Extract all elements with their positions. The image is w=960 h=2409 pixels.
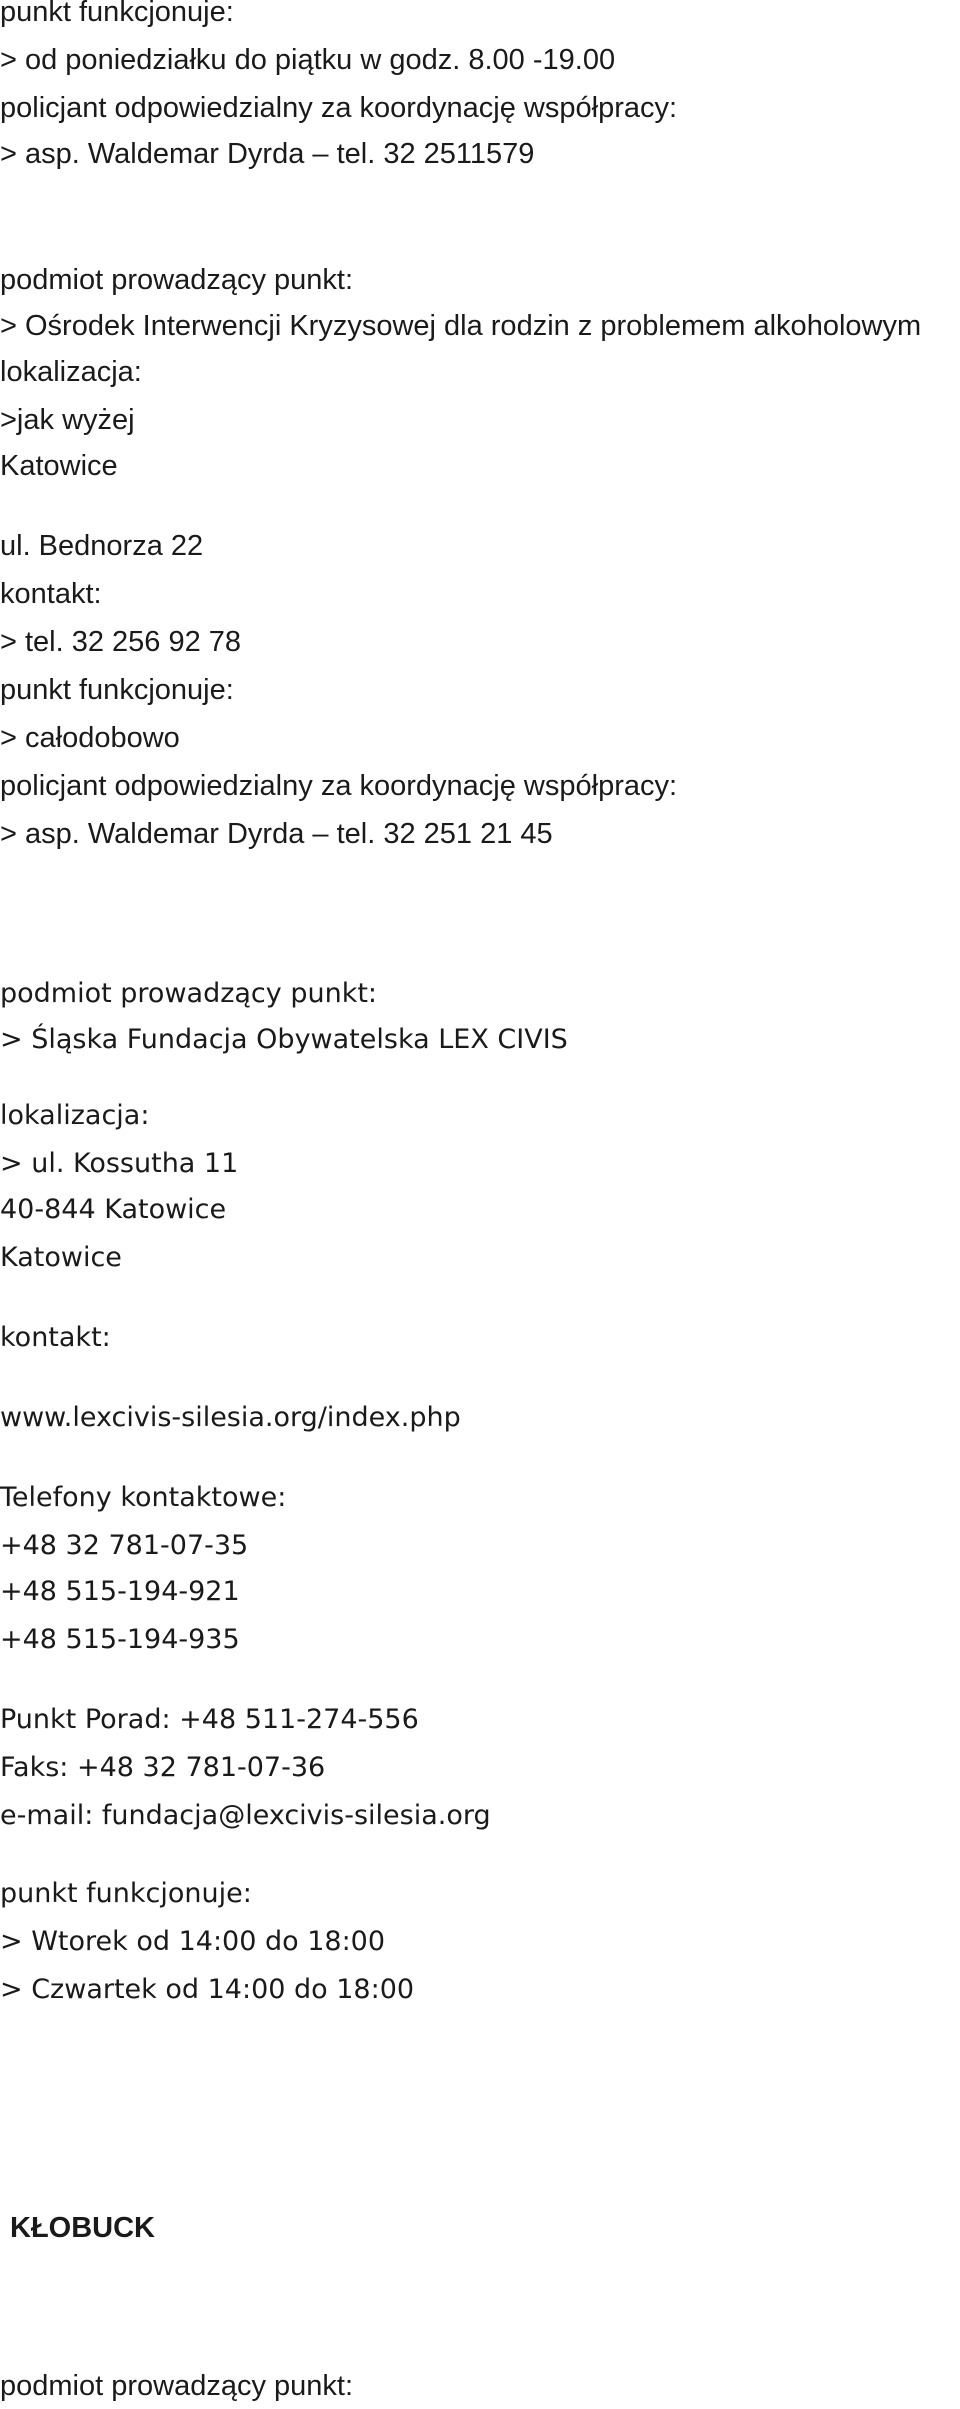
- hours-thursday: > Czwartek od 14:00 do 18:00: [0, 1974, 415, 2005]
- hours-tuesday: > Wtorek od 14:00 do 18:00: [0, 1926, 386, 1957]
- fax: Faks: +48 32 781-07-36: [0, 1752, 326, 1783]
- phone-3: +48 515-194-935: [0, 1624, 240, 1655]
- operator-value: > Śląska Fundacja Obywatelska LEX CIVIS: [0, 1024, 568, 1055]
- phone-1: +48 32 781-07-35: [0, 1530, 249, 1561]
- contact-phone: > tel. 32 256 92 78: [0, 626, 242, 658]
- location-value: >jak wyżej: [0, 404, 135, 436]
- hours-label: punkt funkcjonuje:: [0, 674, 234, 706]
- hours-value: > od poniedziałku do piątku w godz. 8.00 -19.00: [0, 44, 616, 76]
- website-link[interactable]: www.lexcivis-silesia.org/index.php: [0, 1402, 461, 1433]
- phone-2: +48 515-194-921: [0, 1576, 240, 1607]
- location-street: > ul. Kossutha 11: [0, 1148, 239, 1179]
- location-label: lokalizacja:: [0, 1100, 150, 1131]
- operator-label: podmiot prowadzący punkt:: [0, 978, 378, 1009]
- contact-label: kontakt:: [0, 578, 102, 610]
- operator-label: podmiot prowadzący punkt:: [0, 264, 354, 296]
- street: ul. Bednorza 22: [0, 530, 204, 562]
- operator-value: > Ośrodek Interwencji Kryzysowej dla rodzin z problemem alkoholowym: [0, 310, 922, 342]
- contact-label: kontakt:: [0, 1322, 111, 1353]
- city: Katowice: [0, 1242, 122, 1273]
- section-heading: KŁOBUCK: [10, 2212, 155, 2244]
- officer-label: policjant odpowiedzialny za koordynację współpracy:: [0, 770, 678, 802]
- location-label: lokalizacja:: [0, 356, 142, 388]
- operator-label: podmiot prowadzący punkt:: [0, 2370, 354, 2402]
- officer-value: > asp. Waldemar Dyrda – tel. 32 251 21 45: [0, 818, 553, 850]
- phones-label: Telefony kontaktowe:: [0, 1482, 287, 1513]
- advice-phone: Punkt Porad: +48 511-274-556: [0, 1704, 419, 1735]
- hours-label: punkt funkcjonuje:: [0, 1878, 252, 1909]
- officer-value: > asp. Waldemar Dyrda – tel. 32 2511579: [0, 138, 535, 170]
- location-postal: 40-844 Katowice: [0, 1194, 227, 1225]
- city: Katowice: [0, 450, 118, 482]
- hours-value: > całodobowo: [0, 722, 180, 754]
- officer-label: policjant odpowiedzialny za koordynację współpracy:: [0, 92, 678, 124]
- hours-label: punkt funkcjonuje:: [0, 0, 234, 28]
- email-link[interactable]: e-mail: fundacja@lexcivis-silesia.org: [0, 1800, 491, 1831]
